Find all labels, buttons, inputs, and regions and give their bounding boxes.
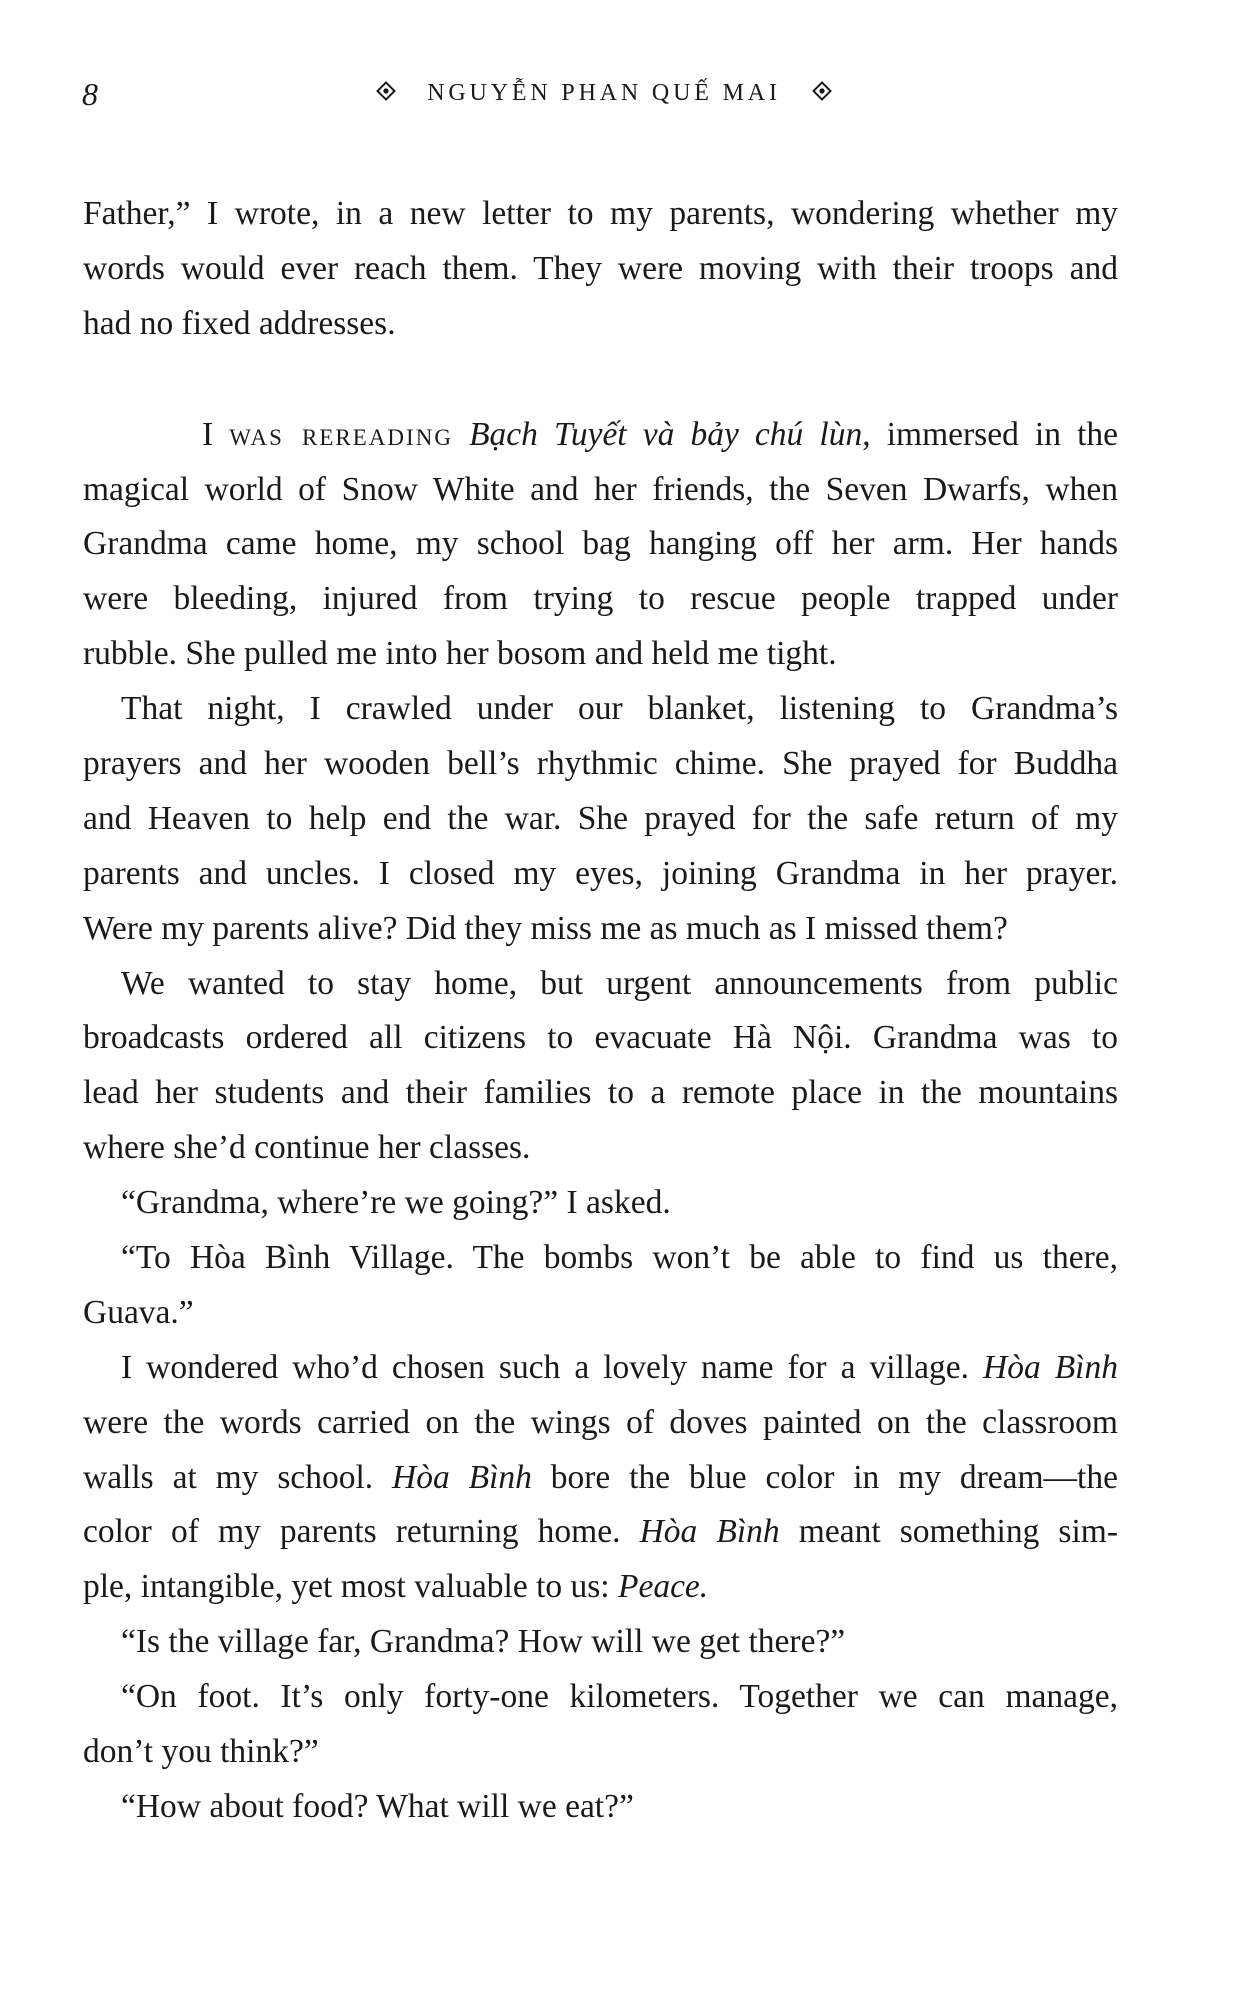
italic-text: Peace. — [617, 1568, 709, 1606]
page-number: 8 — [82, 76, 98, 112]
text-line — [83, 902, 1118, 957]
text-segment — [453, 416, 469, 453]
text-line — [83, 847, 1118, 902]
text-line — [83, 682, 1118, 737]
italic-text: Hòa Bình — [983, 1348, 1118, 1386]
text-segment: meant something sim- — [779, 1513, 1118, 1551]
text-segment: color of my parents returning home. — [83, 1513, 640, 1551]
text-line — [83, 1066, 1118, 1121]
text-line — [83, 957, 1118, 1012]
text-segment: had no fixed addresses. — [83, 304, 396, 342]
diamond-ornament-icon — [812, 82, 832, 102]
text-segment: broadcasts ordered all citizens to evacuate Hà Nội. Grandma was to — [83, 1019, 1118, 1057]
text-line — [83, 297, 1118, 352]
text-line — [83, 1670, 1118, 1725]
text-line — [83, 572, 1118, 627]
text-segment: I wondered who’d chosen such a lovely name for a village. — [121, 1348, 984, 1386]
text-line — [83, 1341, 1118, 1396]
text-line — [83, 1615, 1118, 1670]
text-segment: rubble. She pulled me into her bosom and held me tight. — [83, 635, 837, 673]
text-segment: prayers and her wooden bell’s rhythmic chime. She prayed for Buddha — [83, 745, 1118, 783]
text-segment: “On foot. It’s only forty-one kilometers. Together we can manage, — [121, 1678, 1118, 1716]
text-segment: That night, I crawled under our blanket, listening to Grandma’s — [121, 690, 1118, 728]
text-line — [83, 1505, 1118, 1560]
section-break — [83, 352, 1118, 408]
text-line — [83, 1231, 1118, 1286]
small-caps-text: was rereading — [229, 415, 453, 453]
text-line — [83, 737, 1118, 792]
text-line — [83, 1286, 1118, 1341]
text-segment: walls at my school. — [83, 1458, 393, 1496]
text-line — [83, 627, 1118, 682]
text-segment: where she’d continue her classes. — [83, 1129, 531, 1167]
text-segment: parents and uncles. I closed my eyes, joining Grandma in her prayer. — [83, 854, 1118, 892]
text-segment: words would ever reach them. They were moving with their troops and — [83, 249, 1118, 287]
text-line — [83, 1560, 1118, 1615]
text-line — [83, 463, 1118, 518]
text-line — [83, 1725, 1118, 1780]
text-line — [83, 792, 1118, 847]
italic-text: Hòa Bình — [392, 1458, 532, 1496]
text-segment: Grandma came home, my school bag hanging off her arm. Her hands — [83, 525, 1118, 563]
text-line — [83, 1011, 1118, 1066]
text-line — [83, 408, 1118, 463]
diamond-ornament-icon — [376, 82, 396, 102]
text-line — [83, 1396, 1118, 1451]
body-text — [83, 187, 1118, 1835]
text-line — [83, 517, 1118, 572]
running-head — [0, 80, 1208, 107]
text-segment: I — [202, 415, 230, 453]
text-segment: and Heaven to help end the war. She prayed for the safe return of my — [83, 799, 1118, 837]
italic-text: Hòa Bình — [639, 1513, 780, 1551]
text-segment: “To Hòa Bình Village. The bombs won’t be able to find us there, — [121, 1239, 1118, 1277]
text-segment: “How about food? What will we eat?” — [121, 1787, 634, 1825]
text-segment: We wanted to stay home, but urgent announcements from public — [121, 964, 1118, 1002]
text-segment: “Grandma, where’re we going?” I asked. — [121, 1184, 671, 1222]
text-segment: ple, intangible, yet most valuable to us: — [83, 1568, 618, 1606]
text-segment: bore the blue color in my dream—the — [531, 1458, 1118, 1496]
text-segment: were bleeding, injured from trying to rescue people trapped under — [83, 580, 1118, 618]
text-segment: were the words carried on the wings of doves painted on the classroom — [83, 1403, 1118, 1441]
text-segment: Father,” I wrote, in a new letter to my parents, wondering whether my — [83, 195, 1118, 232]
text-segment: Guava.” — [83, 1293, 194, 1331]
text-segment: don’t you think?” — [83, 1733, 319, 1771]
text-segment: , immersed in the — [862, 415, 1119, 453]
italic-text: Bạch Tuyết và bảy chú lùn — [469, 415, 863, 453]
text-line — [83, 1176, 1118, 1231]
text-line — [83, 1780, 1118, 1835]
text-segment: “Is the village far, Grandma? How will we get there?” — [121, 1623, 846, 1661]
text-line — [83, 1121, 1118, 1176]
text-segment: lead her students and their families to a remote place in the mountains — [83, 1074, 1118, 1112]
text-segment: Were my parents alive? Did they miss me as much as I missed them? — [83, 909, 1008, 947]
running-title: NGUYỄN PHAN QUẾ MAI — [427, 80, 781, 106]
text-line — [83, 242, 1118, 297]
text-segment: magical world of Snow White and her friends, the Seven Dwarfs, when — [83, 470, 1118, 508]
text-line — [83, 187, 1118, 242]
text-line — [83, 1451, 1118, 1506]
